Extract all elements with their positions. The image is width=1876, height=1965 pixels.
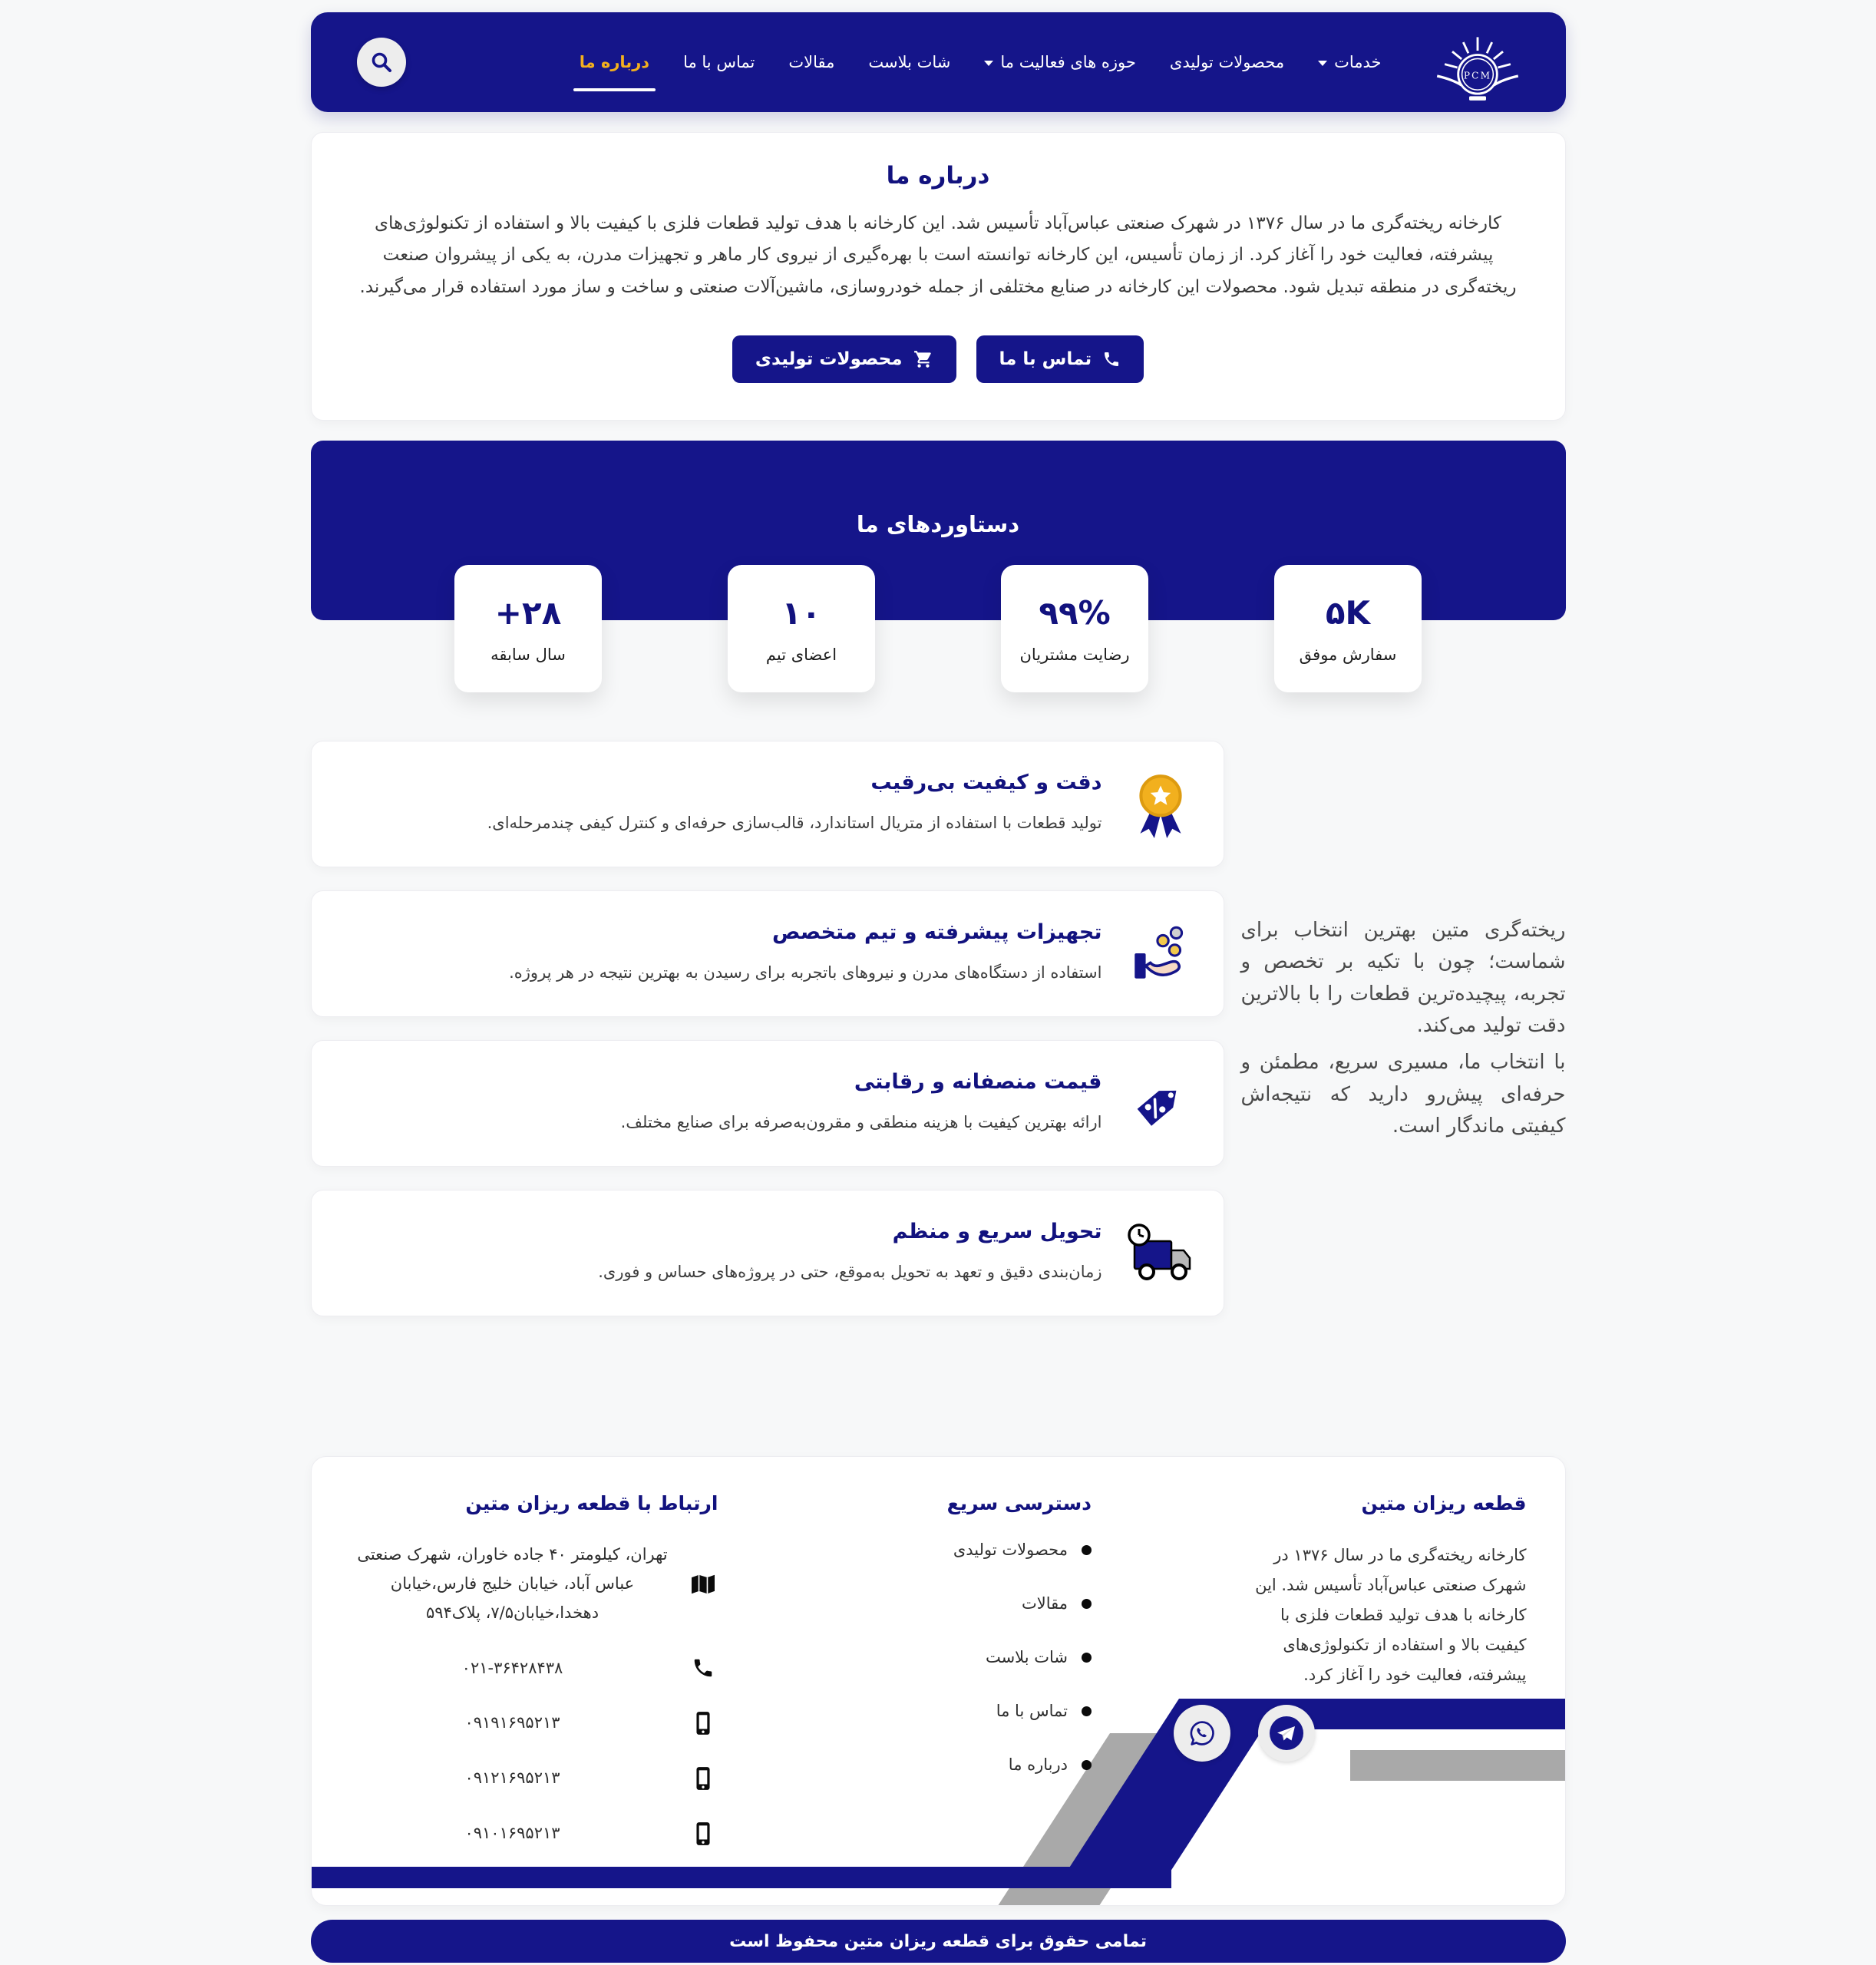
svg-text:PCM: PCM <box>1463 70 1491 81</box>
nav-item-contact[interactable] <box>683 53 755 71</box>
stat-label: سال سابقه <box>490 645 566 664</box>
side-text-paragraph: ریخته‌گری متین بهترین انتخاب برای شماست؛ چون با تکیه بر تخصص و تجربه، پیچیده‌ترین قطعات را با بالاترین دقت تولید می‌کند. <box>1240 918 1566 1038</box>
contact-button[interactable] <box>976 335 1144 383</box>
products-button-label: محصولات تولیدی <box>755 349 903 370</box>
whatsapp-icon <box>1187 1718 1217 1749</box>
nav-item-shot-blast[interactable] <box>868 53 950 71</box>
mobile-number: ۰۹۱۰۱۶۹۵۲۱۳ <box>464 1823 560 1842</box>
nav-menu <box>580 53 1382 71</box>
about-section <box>311 132 1566 421</box>
feature-text <box>487 771 1102 837</box>
telegram-button[interactable] <box>1258 1705 1315 1762</box>
achievements-title: دستاوردهای ما <box>856 511 1020 538</box>
stat-card-team <box>728 565 875 692</box>
chevron-down-icon <box>1318 61 1327 66</box>
bullet-icon <box>1082 1653 1092 1663</box>
address-text: تهران، کیلومتر ۴۰ جاده خاوران، شهرک صنعتی عباس آباد، خیابان خلیج فارس،خیابان دهخدا،خیابان۷/۵، پلاک۵۹۴ <box>357 1545 668 1622</box>
footer-link-contact[interactable] <box>861 1702 1092 1720</box>
footer-contact-title: ارتباط با قطعه ریزان متین <box>465 1492 718 1515</box>
nav-item-products[interactable] <box>1170 53 1284 71</box>
footer-quicklinks-title: دسترسی سریع <box>946 1492 1092 1515</box>
search-icon <box>369 50 394 74</box>
whatsapp-button[interactable] <box>1174 1705 1230 1762</box>
mobile-row[interactable] <box>350 1709 718 1738</box>
mobile-icon <box>688 1766 718 1791</box>
phone-row[interactable] <box>350 1654 718 1683</box>
nav-item-label: درباره ما <box>579 53 650 71</box>
about-paragraph: کارخانه ریخته‌گری ما در سال ۱۳۷۶ در شهرک صنعتی عباس‌آباد تأسیس شد. این کارخانه با هدف تولید قطعات فلزی با کیفیت بالا و استفاده از تکنولوژی‌های پیشرفته، فعالیت خود را آغاز کرد. از زمان تأسیس، این کارخانه توانسته است با بهره‌گیری از نیروی کار ماهر و تجهیزات مدرن، به یکی از پیشروان صنعت ریخته‌گری در منطقه تبدیل شود. محصولات این کارخانه در صنایع مختلفی از جمله خودروسازی، ماشین‌آلات صنعتی و ساخت و ساز مورد استفاده قرار می‌گیرند. <box>359 213 1517 297</box>
page-title: درباره ما <box>886 162 990 190</box>
stat-value: ۱۰ <box>781 593 821 632</box>
footer-link-label: محصولات تولیدی <box>953 1541 1068 1560</box>
stat-value: +۲۸ <box>494 593 562 632</box>
feature-title: تجهیزات پیشرفته و تیم متخصص <box>772 920 1102 945</box>
features-section <box>311 741 1566 1316</box>
nav-item-label: تماس با ما <box>683 53 755 71</box>
company-logo[interactable] <box>1435 22 1520 113</box>
logo-emblem <box>1435 22 1520 113</box>
stat-card-orders <box>1274 565 1422 692</box>
mobile-number: ۰۹۱۲۱۶۹۵۲۱۳ <box>464 1768 560 1788</box>
achievements-banner <box>311 441 1566 664</box>
nav-item-about-active[interactable] <box>580 53 649 71</box>
footer-link-about[interactable] <box>861 1755 1092 1774</box>
address-row <box>350 1541 718 1627</box>
footer-link-articles[interactable] <box>861 1594 1092 1613</box>
side-text-paragraph: با انتخاب ما، مسیری سریع، مطمئن و حرفه‌ای پیش‌رو دارید که نتیجه‌اش کیفیتی ماندگار است. <box>1240 1050 1566 1138</box>
nav-item-label: خدمات <box>1334 53 1382 71</box>
page <box>311 0 1566 1963</box>
feature-card-equipment <box>311 890 1224 1017</box>
stats-row <box>311 565 1566 692</box>
footer-quicklinks-column <box>861 1492 1092 1874</box>
mobile-row[interactable] <box>350 1819 718 1848</box>
phone-number: ۰۲۱-۳۶۴۲۸۴۳۸ <box>461 1658 563 1677</box>
footer-link-products[interactable] <box>861 1541 1092 1559</box>
footer-link-label: شات بلاست <box>985 1648 1068 1667</box>
copyright-bar <box>311 1920 1566 1963</box>
mobile-icon <box>688 1821 718 1846</box>
feature-title: قیمت منصفانه و رقابتی <box>854 1070 1102 1095</box>
nav-item-label: محصولات تولیدی <box>1169 53 1285 71</box>
footer-link-label: درباره ما <box>1008 1755 1068 1775</box>
feature-card-pricing <box>311 1040 1224 1167</box>
feature-text <box>509 920 1101 987</box>
products-button[interactable] <box>732 335 956 383</box>
footer-link-shot-blast[interactable] <box>861 1648 1092 1666</box>
stat-value: ۵K <box>1325 593 1371 632</box>
stat-card-experience <box>454 565 602 692</box>
bullet-icon <box>1082 1545 1092 1555</box>
bullet-icon <box>1082 1599 1092 1609</box>
features-column <box>311 741 1224 1316</box>
feature-card-quality <box>311 741 1224 867</box>
footer-contact-column <box>350 1492 718 1874</box>
mobile-row[interactable] <box>350 1764 718 1793</box>
nav-item-label: مقالات <box>788 53 835 71</box>
bullet-icon <box>1082 1706 1092 1716</box>
bullet-icon <box>1082 1760 1092 1770</box>
search-button[interactable] <box>357 38 406 87</box>
side-text <box>1241 915 1566 1143</box>
medal-icon <box>1124 769 1197 840</box>
stat-label: سفارش موفق <box>1299 645 1397 664</box>
feature-text <box>598 1220 1101 1286</box>
nav-item-activity-areas[interactable] <box>984 53 1135 71</box>
footer-link-label: مقالات <box>1021 1594 1068 1613</box>
mobile-icon <box>688 1711 718 1735</box>
feature-description: استفاده از دستگاه‌های مدرن و نیروهای باتجربه برای رسیدن به بهترین نتیجه در هر پروژه. <box>509 963 1102 982</box>
footer-company-title: قطعه ریزان متین <box>1361 1492 1527 1515</box>
nav-item-label: شات بلاست <box>868 53 951 71</box>
stat-label: رضایت مشتریان <box>1019 645 1130 664</box>
navbar <box>311 12 1566 112</box>
footer-link-label: تماس با ما <box>996 1702 1068 1721</box>
feature-title: دقت و کیفیت بی‌رقیب <box>870 771 1102 795</box>
feature-description: زمان‌بندی دقیق و تعهد به تحویل به‌موقع، حتی در پروژه‌های حساس و فوری. <box>598 1263 1102 1282</box>
feature-title: تحویل سریع و منظم <box>892 1220 1102 1244</box>
contact-button-label: تماس با ما <box>999 349 1092 370</box>
stat-value: ۹۹% <box>1039 593 1111 632</box>
copyright-text: تمامی حقوق برای قطعه ریزان متین محفوظ است <box>729 1931 1147 1951</box>
footer-columns <box>312 1457 1565 1874</box>
nav-item-articles[interactable] <box>788 53 834 71</box>
map-icon <box>688 1573 718 1596</box>
phone-icon <box>1102 350 1121 368</box>
feature-card-delivery <box>311 1190 1224 1316</box>
footer-company-description: کارخانه ریخته‌گری ما در سال ۱۳۷۶ در شهرک صنعتی عباس‌آباد تأسیس شد. این کارخانه با هدف تولید قطعات فلزی با کیفیت بالا و استفاده از تکنولوژی‌های پیشرفته، فعالیت خود را آغاز کرد. <box>1255 1546 1527 1684</box>
chevron-down-icon <box>984 61 993 66</box>
footer-about-column <box>1235 1492 1527 1874</box>
delivery-truck-icon <box>1124 1220 1197 1286</box>
stat-label: اعضای تیم <box>765 645 837 664</box>
mobile-number: ۰۹۱۹۱۶۹۵۲۱۳ <box>464 1713 560 1732</box>
feature-description: ارائه بهترین کیفیت با هزینه منطقی و مقرون‌به‌صرفه برای صنایع مختلف. <box>620 1113 1102 1132</box>
telegram-icon <box>1268 1715 1305 1752</box>
stat-card-satisfaction <box>1001 565 1148 692</box>
feature-text <box>621 1070 1102 1137</box>
price-tag-icon <box>1124 1068 1197 1139</box>
nav-item-services[interactable] <box>1318 53 1381 71</box>
feature-description: تولید قطعات با استفاده از متریال استاندارد، قالب‌سازی حرفه‌ای و کنترل کیفی چندمرحله‌ای. <box>487 814 1102 833</box>
cart-icon <box>913 349 933 369</box>
phone-icon <box>688 1656 718 1679</box>
hand-coins-icon <box>1124 919 1197 989</box>
footer <box>311 1456 1566 1906</box>
nav-item-label: حوزه های فعالیت ما <box>1000 53 1136 71</box>
about-actions <box>356 335 1521 383</box>
